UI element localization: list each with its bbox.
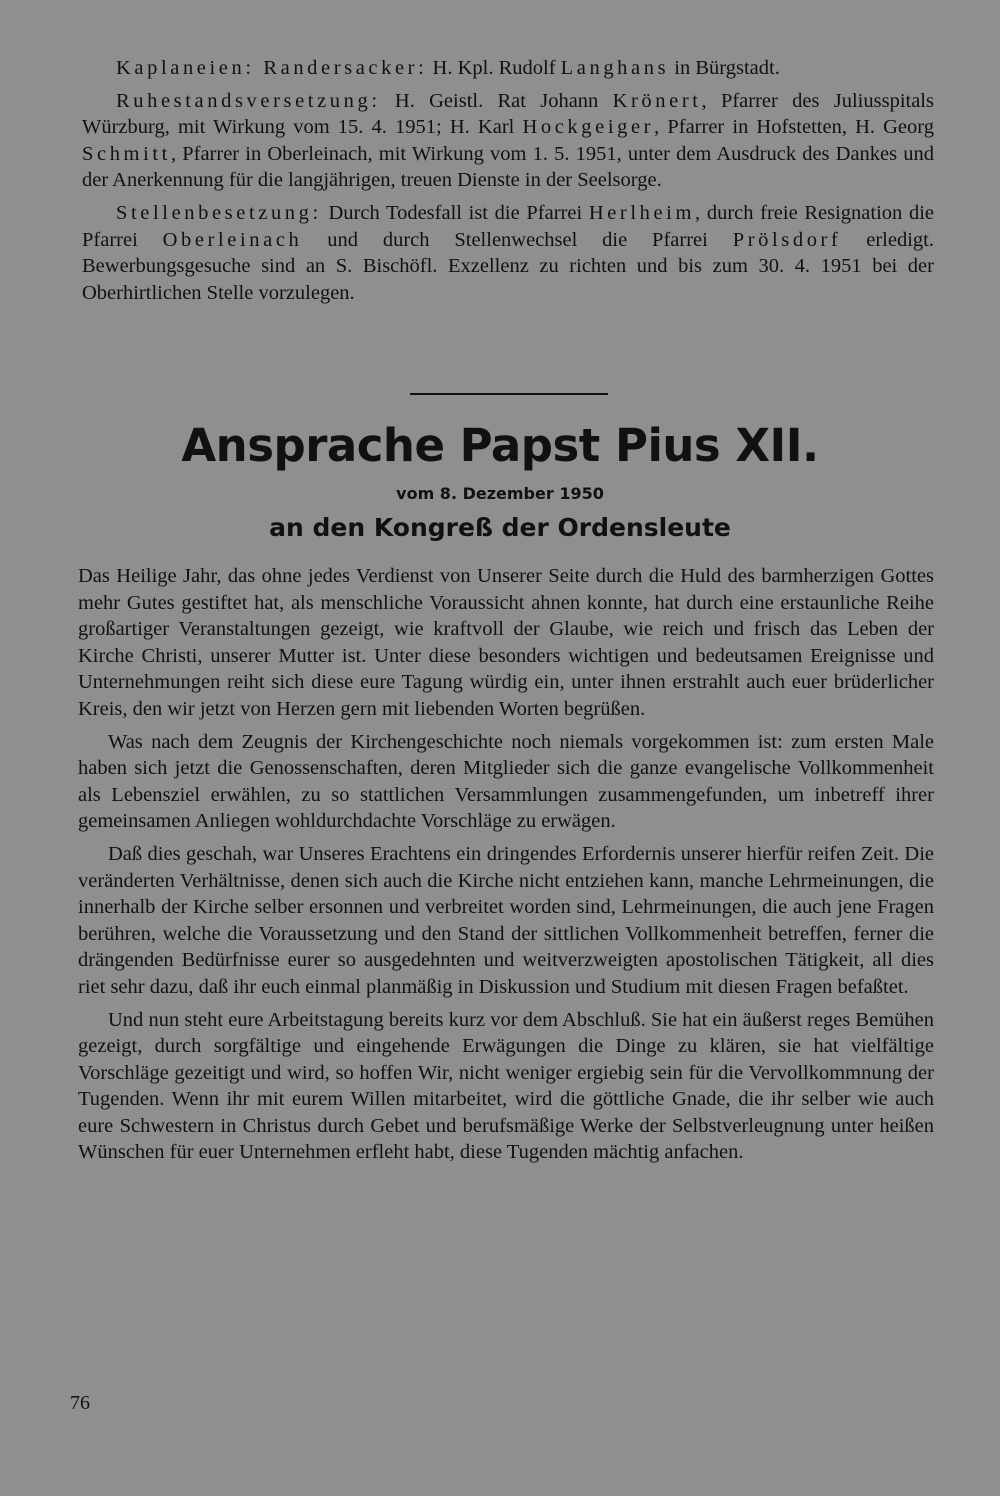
notices-section xyxy=(82,55,934,312)
parish-name: Oberleinach xyxy=(162,228,303,251)
notice-lead: Ruhestandsversetzung: xyxy=(116,89,381,112)
paragraph: Was nach dem Zeugnis der Kirchengeschichte noch niemals vorgekommen ist: zum ersten Male haben sich jetzt die Genossenschaften, deren Mitglieder sich die ganze evangelische Vollkommenheit als Lebensziel erwählen, zu so stattlichen Versammlungen zusammengefunden, um inbetreff ihrer gemeinsamen Anliegen wohldurchdachte Vorschläge zu erwägen. xyxy=(78,730,934,833)
person-name: Langhans xyxy=(560,57,670,79)
parish-name: Prölsdorf xyxy=(732,228,842,251)
notice-stellenbesetzung: Stellenbesetzung: Durch Todesfall ist die Pfarrei Herlheim, durch freie Resignation die Pfarrei Oberleinach und durch Stellenwechsel die Pfarrei Prölsdorf erledigt. Bewerbungsgesuche sind an S. Bischöfl. Exzellenz zu richten und bis zum 30. 4. 1951 bei der Oberhirtlichen Stelle vorzulegen. xyxy=(82,201,934,304)
notice-kaplaneien: Kaplaneien: Randersacker: H. Kpl. Rudolf Langhans in Bürgstadt. xyxy=(116,57,780,79)
notice-lead: Kaplaneien: Randersacker: xyxy=(116,57,428,79)
parish-name: Herlheim xyxy=(588,201,696,224)
paragraph: Das Heilige Jahr, das ohne jedes Verdienst von Unserer Seite durch die Huld des barmherzigen Gottes mehr Gutes gestiftet hat, als menschliche Voraussicht ahnen konnte, hat durch eine erstaunliche Reihe großartiger Veranstaltungen gezeigt, wie kraftvoll der Glaube, wie reich und frisch das Leben der Kirche Christi, unserer Mutter ist. Unter diese besonders wichtigen und bedeutsamen Ereignisse und Unternehmungen reiht sich diese eure Tagung würdig ein, unter ihnen erstrahlt auch euer brüderlicher Kreis, den wir jetzt von Herzen gern mit liebenden Worten begrüßen. xyxy=(78,565,934,720)
article-body xyxy=(78,563,934,1172)
article-subtitle: an den Kongreß der Ordensleute xyxy=(269,513,731,542)
notice-ruhestand: Ruhestandsversetzung: H. Geistl. Rat Johann Krönert, Pfarrer des Juliusspitals Würzburg, mit Wirkung vom 15. 4. 1951; H. Karl Hockgeiger, Pfarrer in Hofstetten, H. Georg Schmitt, Pfarrer in Oberleinach, mit Wirkung vom 1. 5. 1951, unter dem Ausdruck des Dankes und der Anerkennung für die langjährigen, treuen Dienste in der Seelsorge. xyxy=(82,89,934,192)
person-name: Schmitt xyxy=(82,142,171,165)
paragraph: Daß dies geschah, war Unseres Erachtens ein dringendes Erfordernis unserer hierfür reifen Zeit. Die veränderten Verhältnisse, denen sich auch die Kirche nicht entziehen kann, manche Lehrmeinungen, die innerhalb der Kirche selber ersonnen und verbreitet worden sind, Lehrmeinungen, die auch jene Fragen berühren, welche die Voraussetzung und den Stand der sittlichen Vollkommenheit betreffen, ferner die drängenden Bedürfnisse eurer so ausgedehnten und weitverzweigten apostolischen Tätigkeit, all dies riet sehr dazu, daß ihr euch einmal planmäßig in Diskussion und Studium mit diesen Fragen befaßtet. xyxy=(78,842,934,998)
section-divider xyxy=(410,393,608,395)
paragraph: Und nun steht eure Arbeitstagung bereits kurz vor dem Abschluß. Sie hat ein äußerst reges Bemühen gezeigt, durch sorgfältige und eingehende Erwägungen die Dinge zu klären, sie hat vielfältige Vorschläge gezeitigt und wird, so hoffen Wir, nicht weniger ergiebig sein für die Vervollkommnung der Tugenden. Wenn ihr mit eurem Willen mitarbeitet, wird die göttliche Gnade, die ihr selber wie auch eure Schwestern in Christus durch Gebet und berufsmäßige Werke der Selbstverleugnung unter heißen Wünschen für euer Unternehmen erfleht habt, diese Tugenden mächtig anfachen. xyxy=(78,1008,934,1164)
notice-lead: Stellenbesetzung: xyxy=(116,201,322,224)
person-name: Krönert xyxy=(612,89,702,112)
person-name: Hockgeiger xyxy=(522,116,655,139)
page-number: 76 xyxy=(70,1392,90,1414)
article-date: vom 8. Dezember 1950 xyxy=(396,484,604,503)
article-title: Ansprache Papst Pius XII. xyxy=(181,419,819,472)
